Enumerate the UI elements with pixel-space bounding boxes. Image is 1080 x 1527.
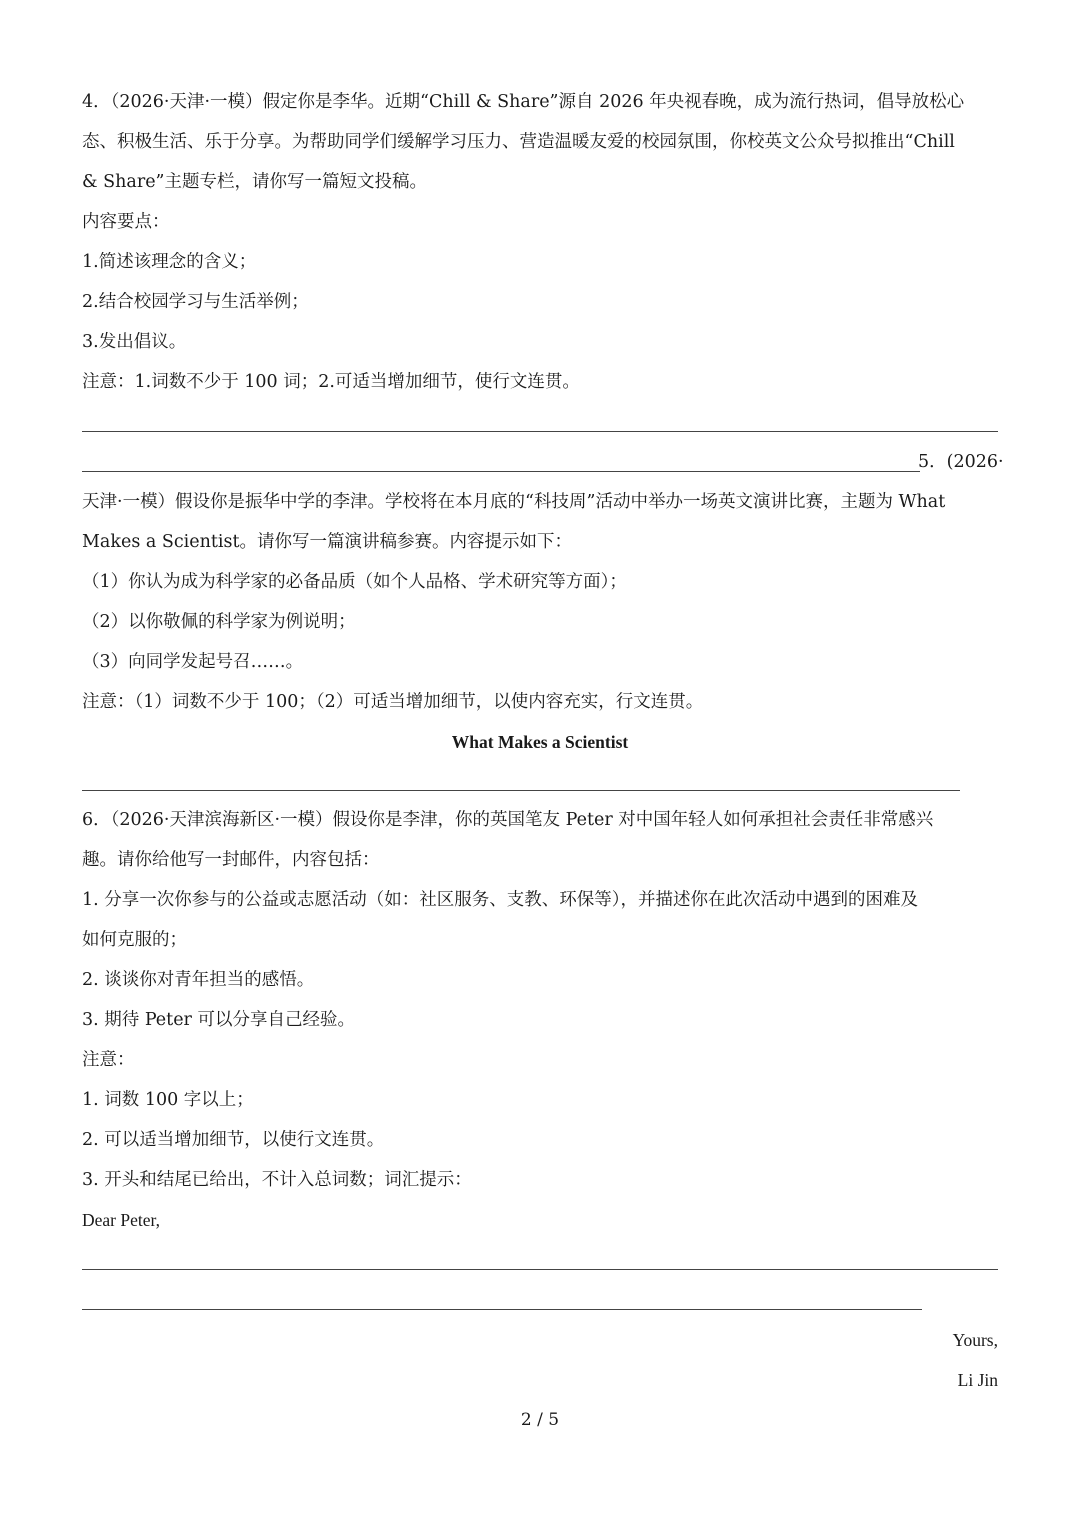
q6-item-3: 3. 期待 Peter 可以分享自己经验。 <box>82 1010 355 1030</box>
q6-answer-line-1 <box>82 1269 998 1270</box>
q5-prompt-line-1: 天津·一模）假设你是振华中学的李津。学校将在本月底的“科技周”活动中举办一场英文演讲比赛，主题为 What <box>82 492 946 512</box>
q4-answer-line-1 <box>82 431 998 432</box>
q4-point-1: 1.简述该理念的含义； <box>82 252 257 272</box>
q6-note-3: 3. 开头和结尾已给出，不计入总词数；词汇提示： <box>82 1170 472 1190</box>
q6-note-heading: 注意： <box>82 1050 135 1070</box>
q4-note: 注意：1.词数不少于 100 词；2.可适当增加细节，使行文连贯。 <box>82 372 580 392</box>
q5-hint-2: （2）以你敬佩的科学家为例说明； <box>82 612 356 632</box>
q5-number: 5．(2026· <box>918 452 1004 472</box>
letter-closing: Yours, <box>952 1330 998 1350</box>
q6-note-1: 1. 词数 100 字以上； <box>82 1090 254 1110</box>
q4-points-heading: 内容要点： <box>82 212 170 232</box>
q4-point-3: 3.发出倡议。 <box>82 332 187 352</box>
q5-hint-3: （3）向同学发起号召……。 <box>82 652 304 672</box>
q5-hint-1: （1）你认为成为科学家的必备品质（如个人品格、学术研究等方面）； <box>82 572 627 592</box>
q5-speech-title: What Makes a Scientist <box>451 732 629 752</box>
q6-prompt-line-1: 6．（2026·天津滨海新区·一模）假设你是李津，你的英国笔友 Peter 对中国年轻人如何承担社会责任非常感兴 <box>82 810 934 830</box>
q6-prompt-line-2: 趣。请你给他写一封邮件，内容包括： <box>82 850 380 870</box>
q4-prompt-line-3: & Share”主题专栏，请你写一篇短文投稿。 <box>82 172 428 192</box>
letter-greeting: Dear Peter, <box>82 1210 161 1230</box>
q4-answer-line-2 <box>82 471 920 472</box>
q4-prompt-line-2: 态、积极生活、乐于分享。为帮助同学们缓解学习压力、营造温暖友爱的校园氛围，你校英文公众号拟推出“Chill <box>82 132 955 152</box>
q5-answer-line <box>82 790 960 791</box>
q4-prompt-line-1: 4．（2026·天津·一模）假定你是李华。近期“Chill & Share”源自 2026 年央视春晚，成为流行热词，倡导放松心 <box>82 92 965 112</box>
letter-signature: Li Jin <box>957 1370 998 1390</box>
q6-note-2: 2. 可以适当增加细节，以使行文连贯。 <box>82 1130 385 1150</box>
page-number: 2 / 5 <box>520 1410 560 1430</box>
q6-item-1-line-1: 1. 分享一次你参与的公益或志愿活动（如：社区服务、支教、环保等），并描述你在此次活动中遇到的困难及 <box>82 890 919 910</box>
q4-point-2: 2.结合校园学习与生活举例； <box>82 292 309 312</box>
q5-note: 注意：（1）词数不少于 100；（2）可适当增加细节，以使内容充实，行文连贯。 <box>82 692 704 712</box>
q6-item-1-line-2: 如何克服的； <box>82 930 187 950</box>
q6-item-2: 2. 谈谈你对青年担当的感悟。 <box>82 970 315 990</box>
q5-prompt-line-2: Makes a Scientist。请你写一篇演讲稿参赛。内容提示如下： <box>82 532 573 552</box>
q6-answer-line-2 <box>82 1309 922 1310</box>
